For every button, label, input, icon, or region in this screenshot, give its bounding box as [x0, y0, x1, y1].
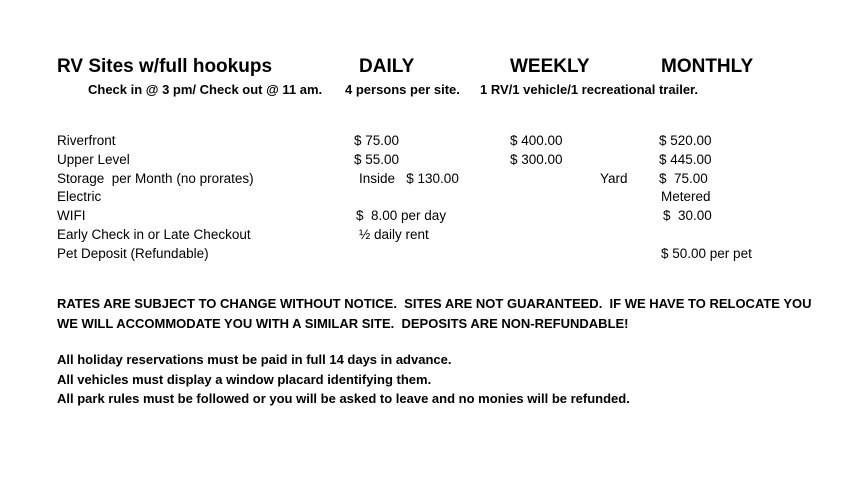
notice-line: RATES ARE SUBJECT TO CHANGE WITHOUT NOTICE. SITES ARE NOT GUARANTEED. IF WE HAVE TO RELOCATE YOU	[57, 296, 812, 311]
rate-monthly: $ 520.00	[659, 133, 712, 148]
vehicles-text: 1 RV/1 vehicle/1 recreational trailer.	[480, 82, 698, 97]
rate-label: Storage per Month (no prorates)	[57, 171, 254, 186]
rate-monthly: Metered	[661, 189, 711, 204]
rate-label: Early Check in or Late Checkout	[57, 227, 251, 242]
rate-daily: Inside $ 130.00	[359, 171, 459, 186]
rate-label: Pet Deposit (Refundable)	[57, 246, 209, 261]
monthly-column-header: MONTHLY	[661, 56, 754, 77]
rate-monthly: $ 75.00	[659, 171, 708, 186]
page-title: RV Sites w/full hookups	[57, 56, 273, 77]
rate-monthly: $ 50.00 per pet	[661, 246, 752, 261]
rule-line: All holiday reservations must be paid in full 14 days in advance.	[57, 352, 452, 367]
weekly-column-header: WEEKLY	[510, 56, 590, 77]
rate-label: WIFI	[57, 208, 86, 223]
daily-column-header: DAILY	[359, 56, 415, 77]
rule-line: All park rules must be followed or you will be asked to leave and no monies will be refunded.	[57, 391, 630, 406]
rate-daily: $ 75.00	[354, 133, 400, 148]
persons-text: 4 persons per site.	[345, 82, 460, 97]
rate-weekly: $ 300.00	[510, 152, 563, 167]
rate-monthly: $ 445.00	[659, 152, 712, 167]
notice-line: WE WILL ACCOMMODATE YOU WITH A SIMILAR SITE. DEPOSITS ARE NON-REFUNDABLE!	[57, 316, 629, 331]
rule-line: All vehicles must display a window placard identifying them.	[57, 372, 432, 387]
rate-weekly: $ 400.00	[510, 133, 563, 148]
rate-monthly: $ 30.00	[663, 208, 712, 223]
yard-label: Yard	[600, 171, 628, 186]
rate-daily: ½ daily rent	[359, 227, 429, 242]
rate-label: Riverfront	[57, 133, 116, 148]
rate-label: Upper Level	[57, 152, 130, 167]
rate-daily: $ 55.00	[354, 152, 400, 167]
rate-daily: $ 8.00 per day	[356, 208, 447, 223]
rate-label: Electric	[57, 189, 102, 204]
checkin-text: Check in @ 3 pm/ Check out @ 11 am.	[88, 82, 323, 97]
